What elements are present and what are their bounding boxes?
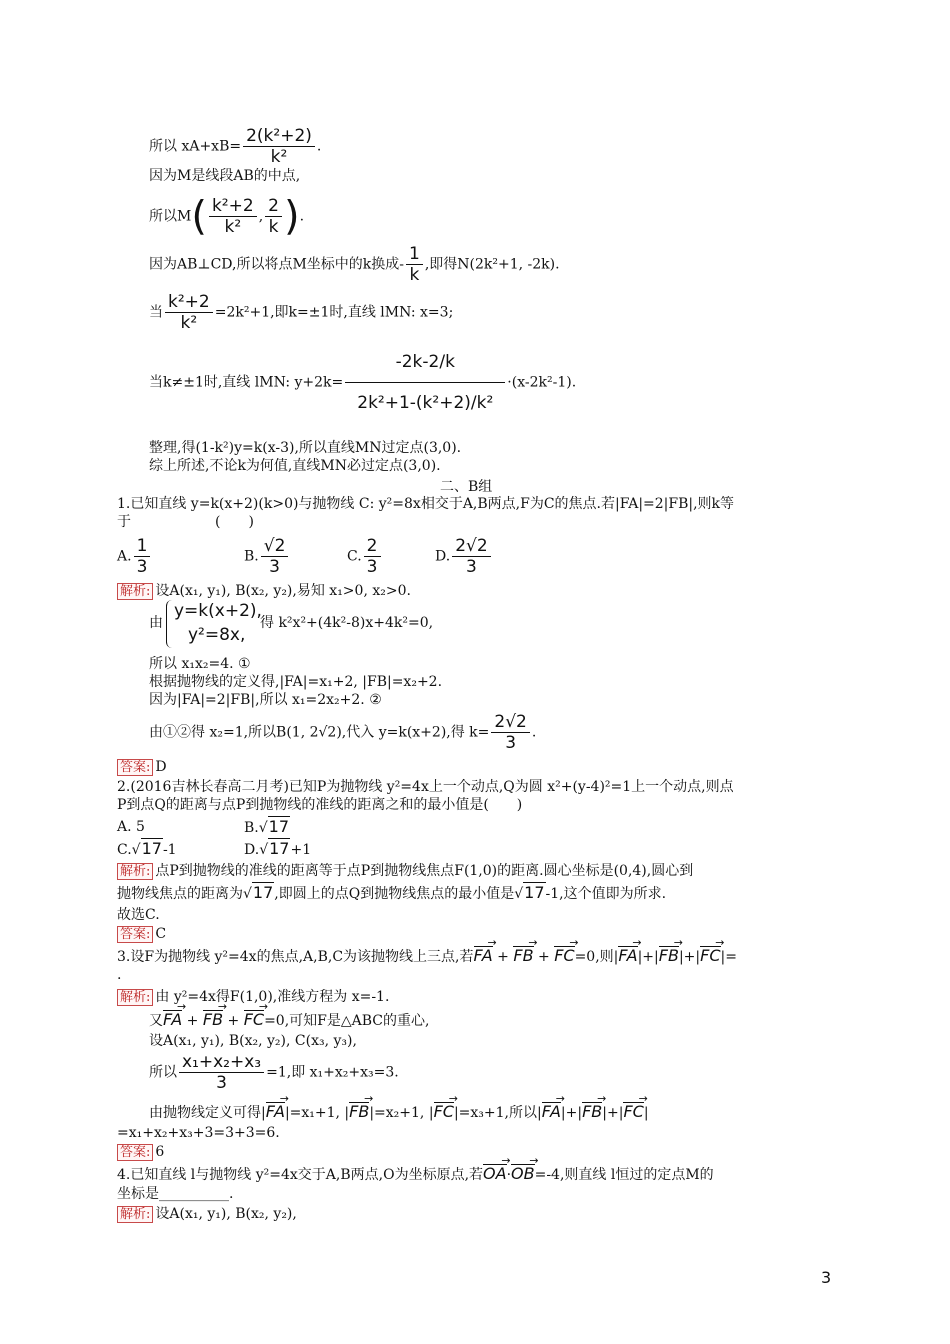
text: =0,可知F是△ABC的重心, bbox=[264, 1013, 430, 1029]
vector-fa: FA → bbox=[163, 1010, 182, 1028]
option-c bbox=[347, 536, 383, 577]
text: 4.已知直线 l与抛物线 y²=4x交于A,B两点,O为坐标原点,若 bbox=[117, 1167, 484, 1183]
system-eq-2: y²=8x, bbox=[188, 625, 246, 645]
numerator: √2 bbox=[261, 536, 289, 557]
fraction bbox=[265, 196, 282, 237]
fraction bbox=[364, 536, 381, 577]
solution-3-line-5 bbox=[149, 1102, 649, 1122]
solution-3-line-2: 又FA → + FB → + FC →=0,可知F是△ABC的重心, bbox=[149, 1010, 429, 1030]
text: 3.设F为抛物线 y²=4x的焦点,A,B,C为该抛物线上三点,若 bbox=[117, 949, 474, 965]
line-when-equal bbox=[149, 292, 453, 333]
option-label: C. bbox=[347, 548, 362, 565]
line-midpoint: 因为M是线段AB的中点, bbox=[149, 168, 301, 184]
numerator: 2(k²+2) bbox=[243, 126, 315, 147]
answer-value: 6 bbox=[155, 1144, 165, 1160]
solution-tag: 解析: bbox=[117, 989, 153, 1006]
vector-fc: FC → bbox=[554, 946, 574, 964]
text: 设A(x₁, y₁), B(x₂, y₂),易知 x₁>0, x₂>0. bbox=[155, 583, 411, 599]
vector-fa: FA → bbox=[618, 946, 637, 964]
text: 由 y²=4x得F(1,0),准线方程为 x=-1. bbox=[155, 989, 390, 1005]
option-a bbox=[117, 536, 152, 577]
fraction bbox=[452, 536, 490, 577]
vector-fb: FB → bbox=[582, 1102, 602, 1120]
denominator: 3 bbox=[466, 557, 477, 577]
text: -1 bbox=[162, 842, 177, 858]
section-title: 二、B组 bbox=[440, 479, 493, 495]
text: ,即圆上的点Q到抛物线焦点的最小值是 bbox=[274, 886, 515, 902]
option-label: A. bbox=[117, 548, 132, 565]
text: 所以M bbox=[149, 208, 192, 225]
denominator: k bbox=[409, 265, 420, 285]
text: 因为AB⊥CD,所以将点M坐标中的k换成- bbox=[149, 256, 405, 273]
solution-1-line-4: 根据抛物线的定义得,|FA|=x₁+2, |FB|=x₂+2. bbox=[149, 674, 443, 690]
text: |+| bbox=[560, 1105, 583, 1121]
question-4-stem-cont: 坐标是__________. bbox=[117, 1186, 234, 1202]
dot-operator: · bbox=[506, 1167, 512, 1183]
line-perpendicular bbox=[149, 244, 560, 285]
vector-fc: FC → bbox=[244, 1010, 264, 1028]
answer-1 bbox=[117, 758, 167, 776]
radicand: 17 bbox=[252, 883, 274, 902]
text: 当k≠±1时,直线 lMN: y+2k= bbox=[149, 374, 344, 391]
text: 设A(x₁, y₁), B(x₂, y₂), bbox=[155, 1206, 297, 1222]
solution-3-line-4 bbox=[149, 1052, 399, 1093]
text: |=x₂+1, | bbox=[369, 1105, 434, 1121]
text: +1 bbox=[290, 842, 312, 858]
answer-3 bbox=[117, 1143, 164, 1161]
answer-2 bbox=[117, 925, 166, 943]
denominator: k bbox=[268, 217, 279, 237]
vector-fa: FA → bbox=[266, 1102, 285, 1120]
solution-tag: 解析: bbox=[117, 583, 153, 600]
fraction bbox=[261, 536, 289, 577]
denominator: k² bbox=[180, 313, 198, 333]
numerator: 2 bbox=[265, 196, 282, 217]
vector-oa: OA → bbox=[483, 1164, 507, 1182]
option-b bbox=[244, 536, 290, 577]
line-when-not-equal bbox=[149, 342, 576, 423]
text: | bbox=[643, 1105, 649, 1121]
numerator: 1 bbox=[134, 536, 151, 557]
solution-1-line-6: 由①②得 x₂=1,所以B(1, 2√2),代入 y=k(x+2),得 k= $\frac{2√2}{3}$ . bbox=[149, 712, 537, 753]
numerator: x₁+x₂+x₃ bbox=[179, 1052, 264, 1073]
text: 又 bbox=[149, 1013, 163, 1029]
vector-fc: FC → bbox=[434, 1102, 454, 1120]
vector-fb: FB → bbox=[659, 946, 679, 964]
option-a: A. 5 bbox=[117, 819, 145, 835]
option-label: C. bbox=[117, 842, 132, 858]
question-3-stem: 3.设F为抛物线 y²=4x的焦点,A,B,C为该抛物线上三点,若FA → + FB → + FC →=0,则|FA →|+|FB →|+|FC →|= bbox=[117, 946, 737, 966]
fraction bbox=[406, 244, 423, 285]
denominator: 3 bbox=[216, 1073, 227, 1093]
question-4-stem bbox=[117, 1164, 714, 1184]
numerator: k²+2 bbox=[209, 196, 257, 217]
numerator: 2√2 bbox=[452, 536, 490, 557]
page-number: 3 bbox=[821, 1268, 832, 1287]
answer-tag: 答案: bbox=[117, 1144, 153, 1161]
solution-tag: 解析: bbox=[117, 863, 153, 880]
fraction bbox=[179, 1052, 264, 1093]
line-conclusion: 综上所述,不论k为何值,直线MN必过定点(3,0). bbox=[149, 458, 441, 474]
option-d: D.√17+1 bbox=[244, 839, 312, 858]
option-d bbox=[435, 536, 493, 577]
text: |+| bbox=[637, 949, 659, 965]
option-label: D. bbox=[244, 842, 260, 858]
fraction bbox=[209, 196, 257, 237]
vector-fc: FC → bbox=[623, 1102, 643, 1120]
line-point-m: 所以M( $\frac{\text{k²+2}}{\text{k²}}$ , $\frac{2}{k}$ ). bbox=[149, 193, 305, 240]
vector-fa: FA → bbox=[542, 1102, 561, 1120]
solution-tag: 解析: bbox=[117, 1206, 153, 1223]
vector-fb: FB → bbox=[203, 1010, 223, 1028]
text: =0,则| bbox=[574, 949, 619, 965]
system-eq-1: y=k(x+2), bbox=[174, 601, 262, 621]
solution-2-line-2: 抛物线焦点的距离为√17,即圆上的点Q到抛物线焦点的最小值是√17-1,这个值即为所求. bbox=[117, 883, 667, 902]
line-simplify: 整理,得(1-k²)y=k(x-3),所以直线MN过定点(3,0). bbox=[149, 440, 462, 456]
system-brace bbox=[166, 600, 173, 648]
text: =-4,则直线 l恒过的定点M的 bbox=[534, 1167, 714, 1183]
vector-fc: FC → bbox=[700, 946, 720, 964]
answer-tag: 答案: bbox=[117, 926, 153, 943]
question-1-stem-cont: 于 ( ) bbox=[117, 514, 254, 530]
denominator: k² bbox=[224, 217, 242, 237]
solution-1-line-5: 因为|FA|=2|FB|,所以 x₁=2x₂+2. ② bbox=[149, 692, 382, 708]
vector-fb: FB → bbox=[513, 946, 533, 964]
solution-2-line-1 bbox=[117, 862, 693, 880]
numerator: 2 bbox=[364, 536, 381, 557]
solution-1-line-1 bbox=[117, 582, 411, 600]
numerator: -2k-2/k bbox=[345, 342, 505, 383]
vector-fb: FB → bbox=[349, 1102, 369, 1120]
question-3-blank: . bbox=[117, 967, 122, 983]
solution-3-line-3: 设A(x₁, y₁), B(x₂, y₂), C(x₃, y₃), bbox=[149, 1033, 357, 1049]
answer-value: C bbox=[155, 926, 167, 942]
answer-value: D bbox=[155, 759, 167, 775]
text: -1,这个值即为所求. bbox=[545, 886, 667, 902]
text: |=x₁+1, | bbox=[284, 1105, 350, 1121]
solution-1-system bbox=[149, 614, 163, 632]
text: |+| bbox=[678, 949, 701, 965]
text: 当 bbox=[149, 304, 163, 321]
radicand: 17 bbox=[141, 839, 162, 858]
line-sum-xa-xb: 所以 xA+xB= $\frac{\text{2(k²+2)}}{\text{k²}}$ . bbox=[149, 126, 322, 167]
solution-3-line-6: =x₁+x₂+x₃+3=3+3=6. bbox=[117, 1125, 280, 1141]
text: 所以 xA+xB= bbox=[149, 138, 242, 155]
radicand: 17 bbox=[269, 839, 290, 858]
denominator: 2k²+1-(k²+2)/k² bbox=[357, 393, 494, 413]
solution-4-line-1 bbox=[117, 1205, 297, 1223]
question-1-stem: 1.已知直线 y=k(x+2)(k>0)与抛物线 C: y²=8x相交于A,B两点,F为C的焦点.若|FA|=2|FB|,则k等 bbox=[117, 496, 735, 512]
numerator: 2√2 bbox=[491, 712, 529, 733]
text: 由抛物线定义可得| bbox=[149, 1105, 266, 1121]
text: |+| bbox=[602, 1105, 624, 1121]
text: ,即得N(2k²+1, -2k). bbox=[424, 256, 560, 273]
fraction bbox=[165, 292, 213, 333]
denominator: 3 bbox=[505, 733, 517, 753]
vector-fa: FA → bbox=[474, 946, 493, 964]
fraction bbox=[491, 712, 529, 753]
text: =1,即 x₁+x₂+x₃=3. bbox=[266, 1064, 399, 1081]
fraction bbox=[134, 536, 151, 577]
text: =2k²+1,即k=±1时,直线 lMN: x=3; bbox=[214, 304, 454, 321]
text: 由 bbox=[149, 615, 163, 631]
denominator: 3 bbox=[269, 557, 280, 577]
question-2-stem-cont: P到点Q的距离与点P到抛物线的准线的距离之和的最小值是( ) bbox=[117, 797, 523, 813]
numerator: 1 bbox=[406, 244, 423, 265]
denominator: 3 bbox=[366, 557, 378, 577]
option-label: D. bbox=[435, 548, 451, 565]
text: 由①②得 x₂=1,所以B(1, 2√2),代入 y=k(x+2),得 k= bbox=[149, 724, 490, 741]
system-result: 得 k²x²+(4k²-8)x+4k²=0, bbox=[260, 615, 434, 631]
text: 抛物线焦点的距离为 bbox=[117, 886, 243, 902]
radicand: 17 bbox=[524, 883, 545, 902]
denominator: 3 bbox=[136, 557, 148, 577]
text: |= bbox=[720, 949, 737, 965]
vector-ob: OB → bbox=[511, 1164, 535, 1182]
solution-2-line-3: 故选C. bbox=[117, 907, 160, 923]
text: 点P到抛物线的准线的距离等于点P到抛物线焦点F(1,0)的距离.圆心坐标是(0,4),圆心到 bbox=[155, 863, 694, 879]
numerator: k²+2 bbox=[165, 292, 213, 313]
option-b: B.√17 bbox=[244, 817, 290, 836]
text: ·(x-2k²-1). bbox=[507, 374, 577, 391]
fraction bbox=[345, 342, 505, 423]
radicand: 17 bbox=[268, 817, 290, 836]
denominator: k² bbox=[270, 147, 288, 167]
answer-tag: 答案: bbox=[117, 759, 153, 776]
option-label: B. bbox=[244, 820, 259, 836]
text: |=x₃+1,所以| bbox=[453, 1105, 542, 1121]
fraction bbox=[243, 126, 315, 167]
text: 所以 bbox=[149, 1064, 177, 1081]
solution-1-line-3: 所以 x₁x₂=4. ① bbox=[149, 656, 251, 672]
solution-3-line-1 bbox=[117, 988, 389, 1006]
option-c: C.√17-1 bbox=[117, 839, 177, 858]
option-label: B. bbox=[244, 548, 259, 565]
question-2-stem: 2.(2016吉林长春高二月考)已知P为抛物线 y²=4x上一个动点,Q为圆 x²+(y-4)²=1上一个动点,则点 bbox=[117, 779, 734, 795]
